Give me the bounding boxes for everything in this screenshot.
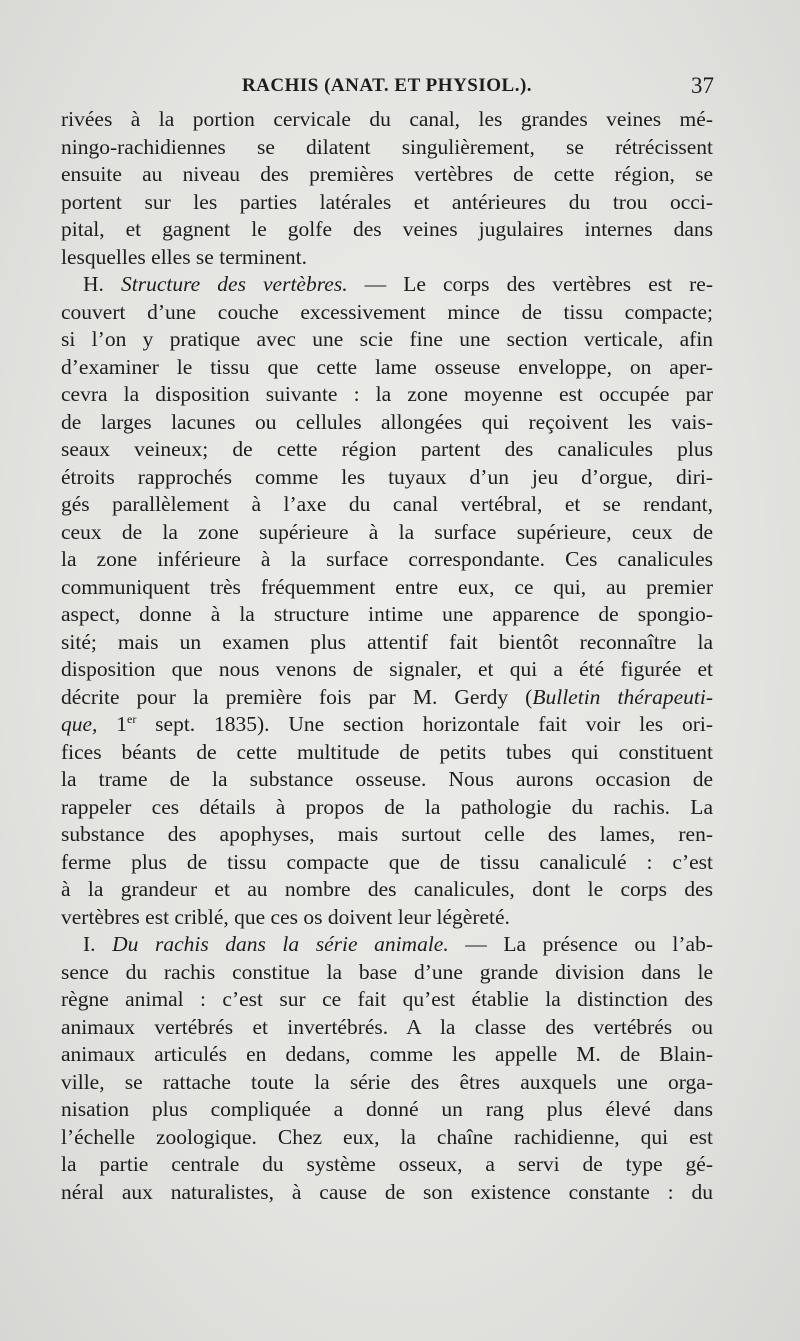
text-line: néral aux naturalistes, à cause de son existence constante : du [61,1179,713,1204]
text-line: rappeler ces détails à propos de la pathologie du rachis. La [61,794,713,819]
section-title: Structure des vertèbres. [120,272,348,296]
page-header [60,73,714,105]
text-line: aspect, donne à la structure intime une apparence de spongio- [61,602,713,626]
text-line [61,711,713,739]
text-line: sité; mais un examen plus attentif fait bientôt reconnaître la [61,629,713,654]
text-span: sept. 1835). Une section horizontale fait voir les ori- [136,712,714,736]
running-head: RACHIS (ANAT. ET PHYSIOL.). [241,75,533,96]
text-line: la trame de la substance osseuse. Nous aurons occasion de [61,767,713,791]
section-label: I. [83,932,96,956]
text-line: communiquent très fréquemment entre eux, ce qui, au premier [61,574,713,599]
text-line: ceux de la zone supérieure à la surface supérieure, ceux de [61,519,713,544]
text-line: de larges lacunes ou cellules allongées qui reçoivent les vais- [61,409,713,434]
text-line: d’examiner le tissu que cette lame osseuse enveloppe, on aper- [61,354,713,379]
text-line: cevra la disposition suivante : la zone moyenne est occupée par [61,382,713,406]
text-line: lesquelles elles se terminent. [61,244,307,269]
text-span: — Le corps des vertèbres est re- [364,272,714,296]
text-line: ensuite au niveau des premières vertèbres de cette région, se [61,162,713,186]
text-line: si l’on y pratique avec une scie fine une section verticale, afin [61,327,713,351]
text-line: rivées à la portion cervicale du canal, les grandes veines mé- [61,107,713,131]
text-line: animaux vertébrés et invertébrés. A la classe des vertébrés ou [61,1014,713,1039]
superscript: er [127,712,137,726]
text-line: fices béants de cette multitude de petits tubes qui constituent [61,739,713,764]
text-line: étroits rapprochés comme les tuyaux d’un jeu d’orgue, diri- [61,464,713,489]
text-span: — La présence ou l’ab- [465,932,713,956]
text-line: couvert d’une couche excessivement mince de tissu compacte; [61,299,713,324]
section-label: H. [83,272,104,296]
text-line: gés parallèlement à l’axe du canal vertébral, et se rendant, [61,492,713,516]
text-line: règne animal : c’est sur ce fait qu’est établie la distinction des [61,987,713,1011]
text-line: ningo-rachidiennes se dilatent singulièrement, se rétrécissent [61,134,713,159]
text-line: nisation plus compliquée a donné un rang plus élevé dans [61,1097,713,1121]
text-line: animaux articulés en dedans, comme les appelle M. de Blain- [61,1042,713,1066]
text-span: 1 [97,712,128,736]
text-line: substance des apophyses, mais surtout celle des lames, ren- [61,822,713,846]
page-number: 37 [691,73,714,98]
section-title: Du rachis dans la série animale. [112,932,449,956]
text-line: vertèbres est criblé, que ces os doivent leur légèreté. [61,904,510,929]
text-line: la zone inférieure à la surface correspondante. Ces canalicules [61,547,713,571]
text-line: ferme plus de tissu compacte que de tissu canaliculé : c’est [61,849,713,874]
text-line: l’échelle zoologique. Chez eux, la chaîne rachidienne, qui est [61,1124,713,1149]
citation-title: Bulletin thérapeuti- [532,684,714,709]
text-line: la partie centrale du système osseux, a servi de type gé- [61,1152,713,1176]
text-line: sence du rachis constitue la base d’une grande division dans le [61,959,713,984]
citation-title-end: que, [61,712,98,736]
text-line [61,684,713,712]
text-line: à la grandeur et au nombre des canalicules, dont le corps des [61,877,713,901]
text-line: pital, et gagnent le golfe des veines jugulaires internes dans [61,217,713,241]
section-heading-line [61,271,713,299]
body-text [61,106,713,1206]
text-span: décrite pour la première fois par M. Gerdy ( [61,684,533,709]
text-line: portent sur les parties latérales et antérieures du trou occi- [61,189,713,214]
section-heading-line [61,931,713,959]
text-line: disposition que nous venons de signaler, et qui a été figurée et [61,657,713,681]
text-line: seaux veineux; de cette région partent des canalicules plus [61,437,713,461]
text-line: ville, se rattache toute la série des êtres auxquels une orga- [61,1069,713,1094]
